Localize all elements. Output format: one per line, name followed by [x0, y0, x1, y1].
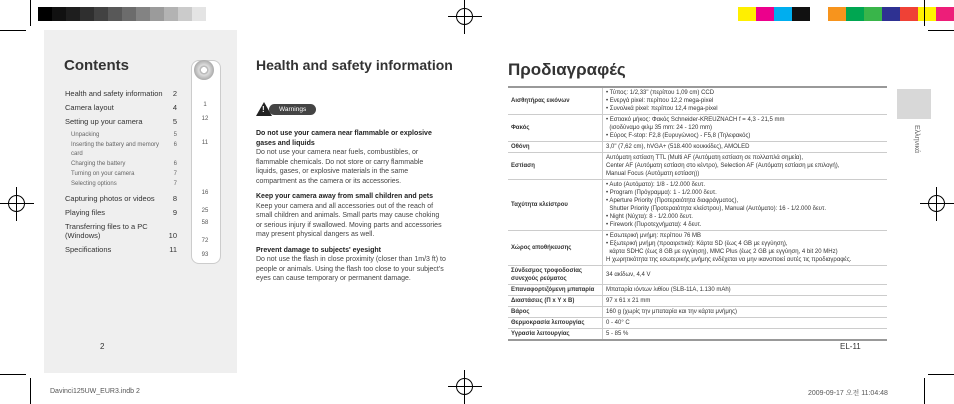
side-number: 93: [201, 252, 209, 258]
grayscale-calibration-bar: [38, 7, 206, 21]
contents-side-strip: [191, 60, 221, 264]
page-number-left: 2: [100, 342, 105, 351]
color-swatch: [828, 7, 846, 21]
toc-subentry-title: Charging the battery: [71, 161, 126, 167]
spec-key: Χώρος αποθήκευσης: [508, 231, 603, 266]
spec-key: Βάρος: [508, 307, 603, 318]
toc-entry-page: 8: [172, 194, 177, 203]
color-swatch: [918, 7, 936, 21]
registration-mark-right: [920, 187, 954, 221]
toc-entry: [65, 103, 177, 112]
side-number: 11: [201, 140, 209, 146]
toc-subentry-page: 5: [173, 132, 177, 138]
spec-key: Σύνδεσμος τροφοδοσίας συνεχούς ρεύματος: [508, 266, 603, 285]
spec-value-line: • Ενεργά pixel: περίπου 12,2 mega-pixel: [606, 98, 714, 104]
spec-value: [603, 87, 888, 115]
spec-value-line: 97 x 61 x 21 mm: [606, 298, 651, 304]
registration-mark-bottom-center: [448, 370, 482, 404]
spec-value-line: • Night (Νύχτα): 8 - 1/2.000 δευτ.: [606, 214, 693, 220]
spec-value-line: 0 - 40° C: [606, 320, 630, 326]
spec-value-line: • Εξωτερική μνήμη (προαιρετικά): Κάρτα SD (έως 4 GB με εγγύηση),: [606, 241, 788, 247]
toc-subentry-page: 6: [173, 161, 177, 167]
color-calibration-bar: [738, 7, 954, 21]
spec-value: [603, 142, 888, 153]
toc-entry-title: Setting up your camera: [65, 117, 143, 126]
health-section-body: Keep your camera and all accessories out of the reach of small children and animals. Small parts may cause choking or serious injury if swallowed. Moving parts and accessories may present physical dangers as well.: [256, 202, 442, 238]
gray-swatch: [122, 7, 136, 21]
color-swatch: [864, 7, 882, 21]
health-section-heading: Do not use your camera near flammable or explosive gases and liquids: [256, 130, 432, 147]
specs-title: Προδιαγραφές: [508, 60, 626, 79]
toc-entry-page: 9: [172, 208, 177, 217]
spec-key: Ταχύτητα κλείστρου: [508, 180, 603, 231]
trim-mark: [928, 30, 954, 31]
toc-subentry: [71, 180, 177, 189]
spec-value: [603, 231, 888, 266]
color-swatch: [810, 7, 828, 21]
spec-value-line: 160 g (χωρίς την μπαταρία και την κάρτα μνήμης): [606, 309, 738, 315]
spec-value-line: Η χωρητικότητα της εσωτερικής μνήμης ενδέχεται να μην ικανοποιεί αυτές τις προδιαγραφές.: [606, 257, 852, 263]
toc-entry-title: Capturing photos or videos: [65, 194, 155, 203]
spec-value: [603, 318, 888, 329]
spec-value-line: (ισοδύναμο φιλμ 35 mm: 24 - 120 mm): [606, 125, 712, 131]
spec-value: [603, 285, 888, 296]
spec-value-line: Shutter Priority (Προτεραιότητα κλείστρου), Manual (Αυτόματο): 16 - 1/2.000 δευτ.: [606, 206, 826, 212]
spec-value-line: 34 ακίδων, 4,4 V: [606, 272, 651, 278]
trim-mark: [924, 378, 925, 404]
spec-row: [508, 329, 887, 341]
spec-value: [603, 296, 888, 307]
toc-entry-title: Transferring files to a PC (Windows): [65, 222, 148, 240]
color-swatch: [738, 7, 756, 21]
toc-entry-page: 11: [169, 245, 177, 254]
spec-value-line: • Εσωτερική μνήμη: περίπου 76 MB: [606, 233, 702, 239]
spec-value-line: • Τύπος: 1/2,33" (περίπου 1,09 cm) CCD: [606, 90, 715, 96]
toc-entry-title: Camera layout: [65, 103, 114, 112]
trim-mark: [0, 374, 26, 375]
registration-mark-top-center: [448, 0, 482, 34]
spec-value-line: • Συνολικά pixel: περίπου 12,4 mega-pixel: [606, 106, 718, 112]
spec-row: [508, 231, 887, 266]
spec-value-line: Manual Focus (Αυτόματη εστίαση)): [606, 171, 700, 177]
health-body: [256, 129, 446, 284]
gray-swatch: [178, 7, 192, 21]
gray-swatch: [94, 7, 108, 21]
color-swatch: [936, 7, 954, 21]
gray-swatch: [52, 7, 66, 21]
spec-row: [508, 87, 887, 115]
toc-entry-title: Health and safety information: [65, 89, 163, 98]
page-number-right: EL-11: [840, 342, 861, 351]
language-side-label: Ελληνικά: [913, 125, 920, 154]
toc-entry-title: Specifications: [65, 245, 112, 254]
spec-value-line: Μπαταρία ιόντων λιθίου (SLB-11A, 1.130 mAh): [606, 287, 731, 293]
spec-value: [603, 180, 888, 231]
spec-value-line: • Program (Πρόγραμμα): 1 - 1/2.000 δευτ.: [606, 190, 717, 196]
toc-entry: [65, 222, 177, 240]
spec-key: Αισθητήρας εικόνων: [508, 87, 603, 115]
side-number: 1: [203, 102, 207, 108]
toc-entry: [65, 89, 177, 98]
side-number: 58: [201, 220, 209, 226]
spec-key: Οθόνη: [508, 142, 603, 153]
toc-entry-page: 4: [172, 103, 177, 112]
specs-table: [508, 86, 887, 341]
spec-value: [603, 329, 888, 341]
toc-entry: [65, 208, 177, 217]
toc-subentry: [71, 170, 177, 179]
toc-subentry-title: Turning on your camera: [71, 171, 135, 177]
spec-value: [603, 115, 888, 142]
spec-value-line: • Auto (Αυτόματο): 1/8 - 1/2.000 δευτ.: [606, 182, 706, 188]
toc-subentry-page: 6: [173, 142, 177, 148]
gray-swatch: [66, 7, 80, 21]
toc-subentry-title: Inserting the battery and memory card: [71, 142, 160, 157]
health-title: Health and safety information: [256, 57, 453, 73]
spec-row: [508, 318, 887, 329]
gray-swatch: [80, 7, 94, 21]
footer-timestamp: 2009-09-17 오전 11:04:48: [808, 390, 888, 397]
health-section-heading: Keep your camera away from small children and pets: [256, 193, 434, 200]
toc-entry-page: 5: [172, 117, 177, 126]
trim-mark: [0, 30, 26, 31]
spec-row: [508, 115, 887, 142]
spec-value-line: κάρτα SDHC (έως 8 GB με εγγύηση), MMC Plus (έως 2 GB με εγγύηση, 4 bit 20 MHz): [606, 249, 838, 255]
spec-row: [508, 307, 887, 318]
color-swatch: [756, 7, 774, 21]
spec-row: [508, 266, 887, 285]
spec-value: [603, 266, 888, 285]
side-number: 72: [201, 238, 209, 244]
spec-value-line: • Firework (Πυροτεχνήματα): 4 δευτ.: [606, 222, 702, 228]
color-swatch: [882, 7, 900, 21]
health-section-body: Do not use the flash in close proximity (closer than 1m/3 ft) to people or animals. Using the flash too close to your subject's eyes can cause temporary or permanent damage.: [256, 256, 446, 282]
warning-icon: !: [256, 102, 272, 116]
spec-value-line: 3,0" (7,62 cm), hVGA+ (518.400 κουκκίδες), AMOLED: [606, 144, 750, 150]
spec-value: [603, 307, 888, 318]
toc-entry-page: 10: [168, 231, 177, 240]
toc-subentry-page: 7: [173, 181, 177, 187]
spec-value-line: Αυτόματη εστίαση TTL (Multi AF (Αυτόματη εστίαση σε πολλαπλά σημεία),: [606, 155, 804, 161]
spec-row: [508, 153, 887, 180]
toc-entry: [65, 194, 177, 203]
spec-key: Εστίαση: [508, 153, 603, 180]
spec-row: [508, 296, 887, 307]
contents-title: Contents: [64, 57, 129, 74]
toc-subentry-title: Selecting options: [71, 181, 117, 187]
gray-swatch: [164, 7, 178, 21]
spec-row: [508, 180, 887, 231]
side-number: 12: [201, 116, 209, 122]
gray-swatch: [108, 7, 122, 21]
gray-swatch: [150, 7, 164, 21]
color-swatch: [900, 7, 918, 21]
trim-mark: [30, 0, 31, 26]
color-swatch: [774, 7, 792, 21]
trim-mark: [928, 374, 954, 375]
toc-subentry: [71, 141, 177, 159]
health-section-heading: Prevent damage to subjects' eyesight: [256, 246, 381, 254]
spec-key: Υγρασία λειτουργίας: [508, 329, 603, 341]
color-swatch: [846, 7, 864, 21]
health-section-body: Do not use your camera near fuels, combustibles, or flammable chemicals. Do not store or carry flammable liquids, gases, or explosive materials in the same compartment as the camera or its accessories.: [256, 149, 424, 185]
spec-value-line: • Εύρος F-stop: F2,8 (Ευρυγώνιος) - F5,8 (Τηλεφακός): [606, 133, 751, 139]
spec-value-line: Center AF (Αυτόματη εστίαση στο κέντρο), Selection AF (Αυτόματη εστίαση με επιλογή),: [606, 163, 840, 169]
toc-entry-title: Playing files: [65, 208, 106, 217]
trim-mark: [924, 0, 925, 26]
spec-value: [603, 153, 888, 180]
spec-key: Διαστάσεις (Π x Υ x Β): [508, 296, 603, 307]
disc-icon: [194, 60, 214, 80]
toc-entry: [65, 245, 177, 254]
spec-value-line: • Εστιακό μήκος: Φακός Schneider-KREUZNACH f = 4,3 - 21,5 mm: [606, 117, 785, 123]
footer-file-info: Davinci125UW_EUR3.indb 2: [50, 388, 140, 395]
toc-subentry: [71, 131, 177, 140]
gray-swatch: [38, 7, 52, 21]
spec-row: [508, 285, 887, 296]
toc-subentry-page: 7: [173, 171, 177, 177]
color-swatch: [792, 7, 810, 21]
toc-subentry: [71, 160, 177, 169]
spec-value-line: 5 - 85 %: [606, 331, 629, 337]
spec-key: Φακός: [508, 115, 603, 142]
gray-swatch: [192, 7, 206, 21]
toc-entry-page: 2: [172, 89, 177, 98]
table-of-contents: [65, 89, 177, 259]
side-number: 25: [201, 208, 209, 214]
warnings-label: Warnings: [269, 104, 316, 115]
language-tab: [897, 89, 931, 119]
toc-subentry-title: Unpacking: [71, 132, 100, 138]
trim-mark: [30, 378, 31, 404]
gray-swatch: [136, 7, 150, 21]
side-number: 16: [201, 190, 209, 196]
spec-row: [508, 142, 887, 153]
toc-entry: [65, 117, 177, 126]
spec-value-line: • Aperture Priority (Προτεραιότητα διαφράγματος),: [606, 198, 739, 204]
warnings-badge: [256, 102, 316, 116]
spec-key: Επαναφορτιζόμενη μπαταρία: [508, 285, 603, 296]
spec-key: Θερμοκρασία λειτουργίας: [508, 318, 603, 329]
registration-mark-left: [0, 187, 34, 221]
